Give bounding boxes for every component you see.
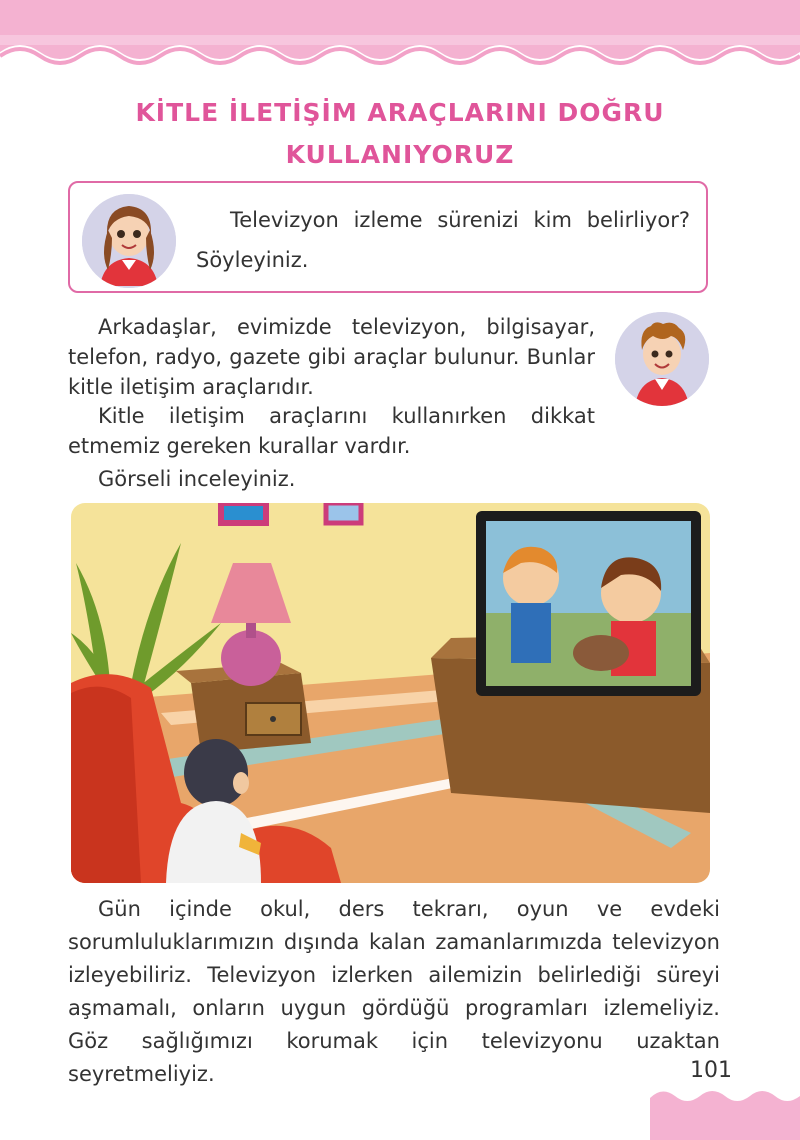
closing-paragraph: Gün içinde okul, ders tekrarı, oyun ve evdeki sorumluluklarımızın dışında kalan zamanlarımızda televizyon izleyebiliriz. Televizyon izlerken ailemizin belirlediği süreyi aşmamalı, onların uygun gördüğü programları izlemeliyiz. Göz sağlığımızı korumak için televizyonu uzaktan seyretmeliyiz. (68, 897, 720, 1086)
page-title-line1: KİTLE İLETİŞİM ARAÇLARINI DOĞRU (135, 98, 665, 127)
girl-avatar-icon (82, 194, 176, 288)
page-title-line2: KULLANIYORUZ (285, 140, 515, 169)
intro-paragraph-1: Arkadaşlar, evimizde televizyon, bilgisayar, telefon, radyo, gazete gibi araçlar bulunur. Bunlar kitle iletişim araçlarıdır. (68, 315, 595, 399)
page-number-tab (650, 1078, 800, 1140)
top-decorative-band (0, 0, 800, 80)
tv-watching-illustration (71, 503, 710, 883)
page-number: 101 (690, 1058, 732, 1083)
intro-paragraph-3: Görseli inceleyiniz. (98, 467, 296, 491)
boy-avatar-icon (615, 312, 709, 406)
intro-paragraph-2: Kitle iletişim araçlarını kullanırken dikkat etmemiz gereken kurallar vardır. (68, 404, 595, 458)
question-text: Televizyon izleme sürenizi kim belirliyor? Söyleyiniz. (196, 208, 690, 272)
